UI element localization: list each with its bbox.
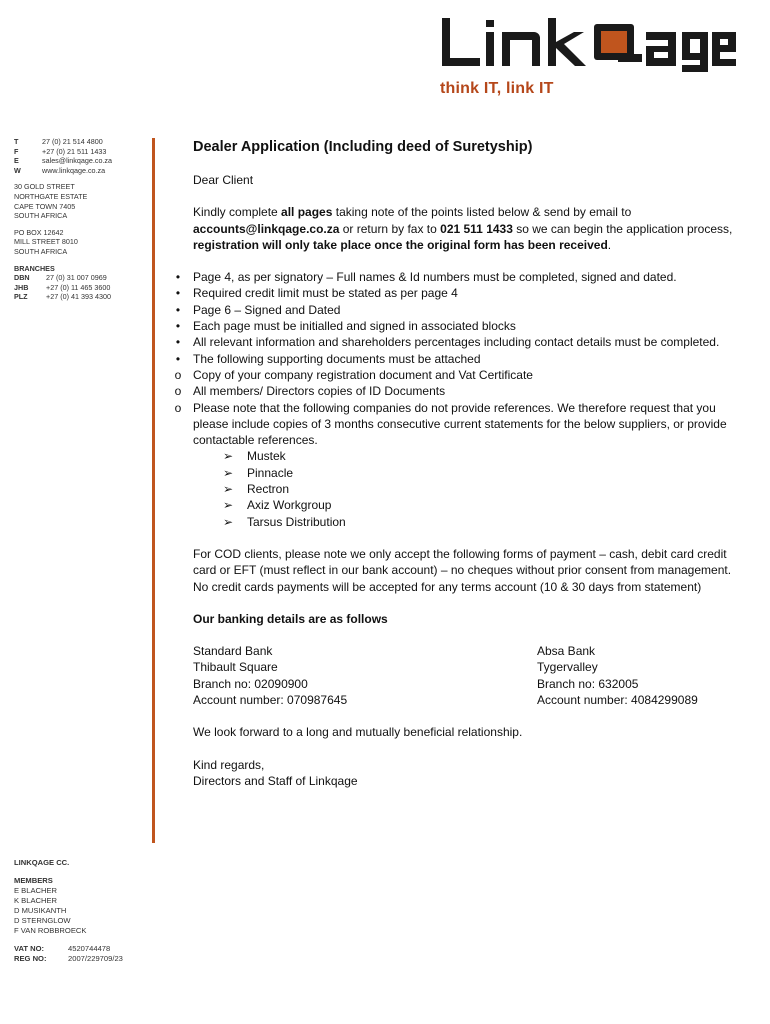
street-address: 30 GOLD STREET NORTHGATE ESTATE CAPE TOWN 7405 SOUTH AFRICA xyxy=(14,182,88,221)
accounts-email-link[interactable]: accounts@linkqage.co.za xyxy=(193,221,340,236)
company-footer: LINKQAGE CC. MEMBERS E BLACHER K BLACHER D MUSIKANTH D STERNGLOW F VAN ROBBROECK VAT NO: 4520744478 REG NO: 2007/229709/23 xyxy=(14,858,154,964)
bullet-icon: • xyxy=(175,270,181,285)
linkqage-logo xyxy=(438,14,738,72)
contact-fax: F +27 (0) 21 511 1433 xyxy=(14,146,107,156)
branch-dbn: DBN 27 (0) 31 007 0969 xyxy=(14,273,107,283)
signoff: Directors and Staff of Linkqage xyxy=(193,773,358,788)
list-item: • Each page must be initialled and signed in associated blocks xyxy=(193,318,738,334)
list-item: • Page 6 – Signed and Dated xyxy=(193,302,738,318)
supplier-item: ➢ Axiz Workgroup xyxy=(223,498,332,513)
closing-line: We look forward to a long and mutually beneficial relationship. xyxy=(193,725,523,740)
bullet-icon: • xyxy=(175,351,181,366)
list-item: • Required credit limit must be stated as per page 4 xyxy=(193,285,738,301)
bullet-icon: • xyxy=(175,319,181,334)
branches: BRANCHES DBN 27 (0) 31 007 0969 JHB +27 (0) 11 465 3600 PLZ +27 (0) 41 393 4300 xyxy=(14,264,144,302)
bank-absa: Absa Bank Tygervalley Branch no: 632005 Account number: 4084299089 xyxy=(537,644,698,708)
requirements-list xyxy=(174,269,738,448)
intro-paragraph: Kindly complete all pages taking note of the points listed below & send by email to accounts@linkqage.co.za or return by fax to 021 511 1433 so we can begin the application process, registration will only take place once the original form has been received. xyxy=(193,205,733,252)
list-item: o Please note that the following companies do not provide references. We therefore request that you please include copies of 3 months consecutive current statements for the below suppliers, or provide contactable references. xyxy=(193,400,738,449)
bullet-icon: • xyxy=(175,286,181,301)
tagline: think IT, link IT xyxy=(440,80,554,97)
list-item: o Copy of your company registration document and Vat Certificate xyxy=(193,367,738,383)
contact-phone: T 27 (0) 21 514 4800 xyxy=(14,137,103,146)
circle-bullet-icon: o xyxy=(174,367,182,382)
circle-bullet-icon: o xyxy=(174,400,182,415)
suppliers-list xyxy=(219,448,738,529)
arrow-bullet-icon: ➢ xyxy=(223,482,234,497)
arrow-bullet-icon: ➢ xyxy=(223,514,234,529)
contact-email: E sales@linkqage.co.za xyxy=(14,156,113,166)
branch-plz: PLZ +27 (0) 41 393 4300 xyxy=(14,292,111,302)
supplier-item: ➢ Pinnacle xyxy=(223,465,294,480)
reg-number: REG NO: 2007/229709/23 xyxy=(14,954,123,963)
arrow-bullet-icon: ➢ xyxy=(223,465,234,480)
accent-divider xyxy=(152,138,155,843)
banking-heading: Our banking details are as follows xyxy=(193,611,388,626)
bullet-icon: • xyxy=(175,335,181,350)
list-item: • All relevant information and shareholders percentages including contact details must be completed. xyxy=(193,334,738,350)
arrow-bullet-icon: ➢ xyxy=(223,498,234,513)
postal-address: PO BOX 12642 MILL STREET 8010 SOUTH AFRICA xyxy=(14,227,78,256)
bank-standard: Standard Bank Thibault Square Branch no: 02090900 Account number: 070987645 xyxy=(193,644,348,708)
circle-bullet-icon: o xyxy=(174,384,182,399)
bullet-icon: • xyxy=(175,302,181,317)
banking-details xyxy=(193,643,738,708)
vat-number: VAT NO: 4520744478 xyxy=(14,944,111,953)
list-item: • The following supporting documents must be attached xyxy=(193,351,738,367)
contact-website: W www.linkqage.co.za xyxy=(14,165,106,175)
contact-sidebar xyxy=(14,137,144,309)
list-item: o All members/ Directors copies of ID Documents xyxy=(193,383,738,399)
contact-lines xyxy=(14,137,144,175)
supplier-item: ➢ Rectron xyxy=(223,482,290,497)
list-item: • Page 4, as per signatory – Full names & Id numbers must be completed, signed and dated. xyxy=(193,269,738,285)
letter-body xyxy=(174,138,738,789)
page-title: Dealer Application (Including deed of Suretyship) xyxy=(193,139,533,155)
supplier-item: ➢ Mustek xyxy=(223,449,286,464)
supplier-item: ➢ Tarsus Distribution xyxy=(223,514,346,529)
regards: Kind regards, xyxy=(193,757,265,772)
cod-paragraph: For COD clients, please note we only accept the following forms of payment – cash, debit card credit card or EFT (must reflect in our bank account) – no cheques without prior consent from management. No credit cards payments will be accepted for any terms account (10 & 30 days from statement) xyxy=(193,546,732,594)
greeting: Dear Client xyxy=(193,173,254,187)
arrow-bullet-icon: ➢ xyxy=(223,449,234,464)
branch-jhb: JHB +27 (0) 11 465 3600 xyxy=(14,282,111,292)
